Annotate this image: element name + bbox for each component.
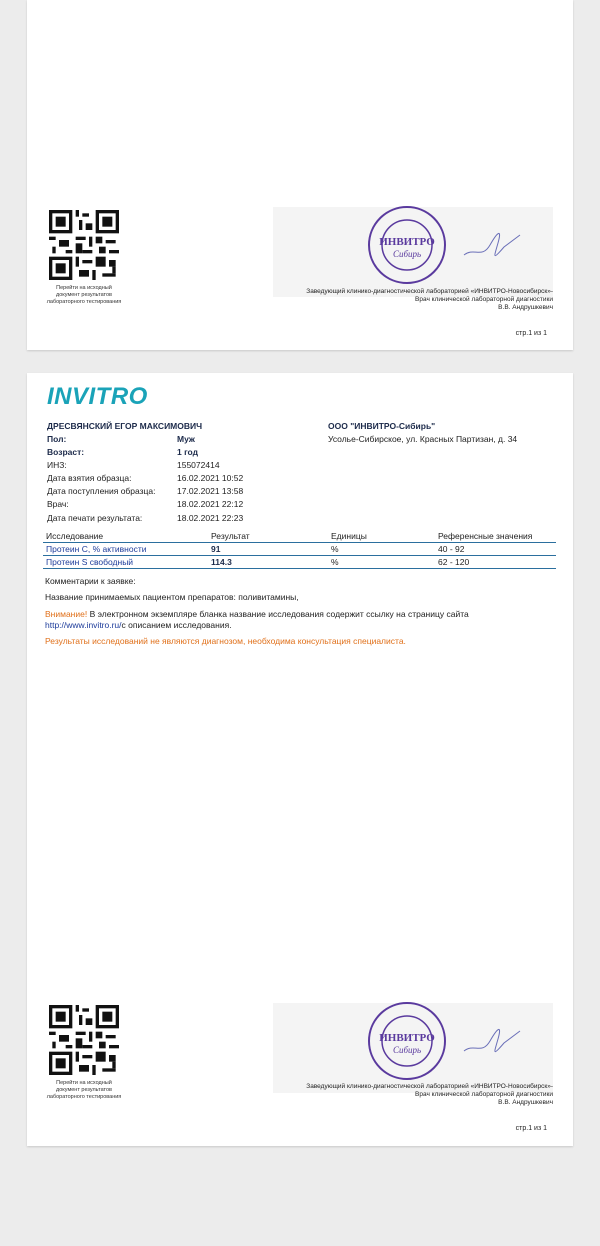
stamp-text: ИНВИТРО [379, 236, 435, 248]
info-value: Муж [177, 434, 195, 444]
info-value: 16.02.2021 10:52 [177, 473, 244, 484]
test-result: 114.3 [211, 557, 232, 567]
signature-line: Заведующий клинико-диагностической лабораторией «ИНВИТРО-Новосибирск»- [306, 1083, 553, 1090]
info-row [47, 459, 243, 472]
signature-line: В.В. Андрушкевич [498, 304, 553, 311]
info-value: 18.02.2021 22:23 [177, 512, 244, 523]
info-label: ИНЗ: [47, 460, 67, 471]
attention-note [45, 609, 555, 630]
qr-caption-line: документ результатов [56, 292, 112, 298]
signature-line: Врач клинической лабораторной диагностики [415, 296, 553, 303]
info-row [47, 433, 243, 446]
signature-line: В.В. Андрушкевич [498, 1099, 553, 1106]
test-name-link[interactable]: Протеин S свободный [46, 557, 134, 567]
report-page-2 [27, 373, 573, 1146]
info-value: 1 год [177, 447, 198, 458]
info-row [47, 485, 243, 498]
qr-caption-line: лабораторного тестирования [46, 1094, 122, 1100]
info-row [47, 512, 243, 525]
results-table [43, 530, 556, 569]
attention-text: В электронном экземпляре бланка название исследования содержит ссылку на страницу сайта [87, 609, 469, 619]
stamp-text: Сибирь [392, 1045, 422, 1055]
stamp-text: ИНВИТРО [379, 1032, 435, 1044]
page-number: стр.1 из 1 [515, 1125, 547, 1132]
info-label: Возраст: [47, 447, 85, 458]
signature-icon [462, 225, 522, 265]
signature-text [253, 288, 553, 312]
info-value: 155072414 [177, 460, 220, 471]
invitro-link[interactable]: http://www.invitro.ru/ [45, 619, 122, 630]
report-page-1 [27, 0, 573, 350]
qr-caption-line: Перейти на исходный [56, 285, 112, 291]
disclaimer-text: Результаты исследований не являются диагнозом, необходима консультация специалиста. [45, 636, 406, 646]
column-header: Исследование [46, 531, 104, 541]
stamp-icon [367, 205, 447, 285]
test-reference: 62 - 120 [438, 557, 470, 567]
column-header: Единицы [331, 531, 367, 541]
qr-caption [24, 1080, 144, 1101]
medications-text: Название принимаемых пациентом препаратов: поливитамины, [45, 592, 299, 602]
qr-caption-line: Перейти на исходный [56, 1080, 112, 1086]
info-row [47, 498, 243, 511]
info-value: 18.02.2021 22:12 [177, 499, 244, 510]
info-label: Дата поступления образца: [47, 486, 156, 497]
info-row [47, 472, 243, 485]
table-row [43, 556, 556, 569]
lab-address: Усолье-Сибирское, ул. Красных Партизан, д. 34 [328, 434, 518, 444]
test-result: 91 [211, 544, 221, 554]
stamp-icon [367, 1001, 447, 1081]
column-header: Референсные значения [438, 531, 533, 541]
info-label: Дата печати результата: [47, 512, 143, 523]
column-header: Результат [211, 531, 250, 541]
info-row [47, 446, 243, 459]
signature-icon [462, 1021, 522, 1061]
info-value: 17.02.2021 13:58 [177, 486, 244, 497]
test-units: % [331, 544, 339, 554]
stamp-text: Сибирь [392, 249, 422, 259]
lab-name: ООО "ИНВИТРО-Сибирь" [328, 421, 436, 431]
test-name-link[interactable]: Протеин С, % активности [46, 544, 147, 554]
table-row [43, 543, 556, 556]
qr-caption [24, 285, 144, 306]
info-label: Дата взятия образца: [47, 473, 132, 484]
test-reference: 40 - 92 [438, 544, 465, 554]
page-number: стр.1 из 1 [515, 330, 547, 337]
table-header [43, 530, 556, 543]
invitro-logo: INVITRO [47, 383, 148, 410]
attention-label: Внимание! [45, 609, 88, 619]
link-suffix: с описанием исследования. [121, 619, 232, 630]
signature-text [253, 1083, 553, 1107]
signature-line: Врач клинической лабораторной диагностики [415, 1091, 553, 1098]
info-label: Пол: [47, 434, 67, 444]
info-label: Врач: [47, 499, 69, 510]
qr-caption-line: лабораторного тестирования [46, 299, 122, 305]
patient-name: ДРЕСВЯНСКИЙ ЕГОР МАКСИМОВИЧ [47, 421, 203, 431]
test-units: % [331, 557, 339, 567]
patient-info [47, 433, 243, 525]
qr-caption-line: документ результатов [56, 1087, 112, 1093]
qr-code-icon[interactable] [49, 210, 119, 280]
comments-title: Комментарии к заявке: [45, 576, 136, 586]
qr-code-icon[interactable] [49, 1005, 119, 1075]
signature-line: Заведующий клинико-диагностической лабораторией «ИНВИТРО-Новосибирск»- [306, 288, 553, 295]
